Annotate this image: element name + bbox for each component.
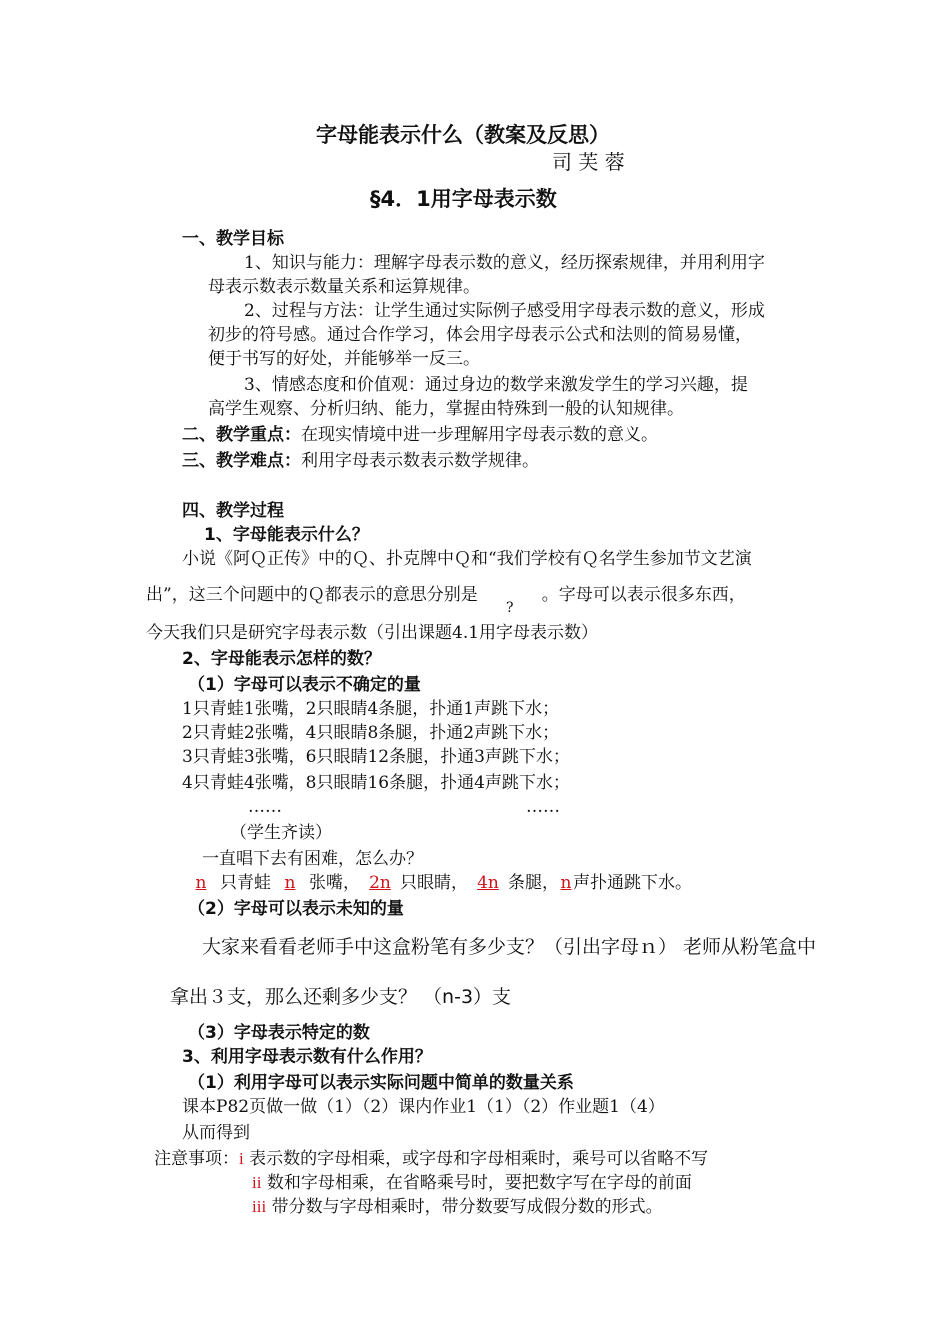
frog-rhyme-3: 3只青蛙3张嘴，6只眼睛12条腿，扑通3声跳下水； (182, 747, 570, 767)
gen-text-splashes: 声扑通跳下水。 (573, 873, 692, 893)
goal-2-line-1: 2、过程与方法：让学生通过实际例子感受用字母表示数的意义，形成 (244, 301, 765, 321)
var-eyes: 2n (369, 873, 391, 893)
author-name: 司 芙 蓉 (552, 150, 625, 174)
note-1-number: i (239, 1149, 244, 1168)
question-1: 1、字母能表示什么？ (204, 525, 369, 545)
gen-text-mouths: 张嘴， (309, 873, 360, 893)
note-3 (252, 1196, 663, 1218)
note-2-text: 数和字母相乘，在省略乘号时，要把数字写在字母的前面 (266, 1173, 692, 1193)
ellipsis-left: …… (248, 797, 282, 817)
question-2-2: （2）字母可以表示未知的量 (188, 899, 404, 919)
note-1-text: 表示数的字母相乘，或字母和字母相乘时，乘号可以省略不写 (249, 1149, 709, 1169)
note-3-number: iii (252, 1197, 267, 1216)
note-2-number: ii (252, 1173, 262, 1192)
question-2-3: （3）字母表示特定的数 (188, 1023, 370, 1043)
question-2-1: （1）字母可以表示不确定的量 (188, 675, 421, 695)
frog-rhyme-1: 1只青蛙1张嘴，2只眼睛4条腿，扑通1声跳下水； (182, 699, 560, 719)
section-title: §4．1用字母表示数 (370, 187, 557, 211)
frog-rhyme-4: 4只青蛙4张嘴，8只眼睛16条腿，扑通4声跳下水； (182, 773, 570, 793)
notes-label: 注意事项： (154, 1149, 239, 1169)
note-2 (252, 1172, 692, 1194)
goal-2-line-2: 初步的符号感。通过合作学习，体会用字母表示公式和法则的简易易懂， (208, 325, 752, 345)
frog-rhyme-2: 2只青蛙2张嘴，4只眼睛8条腿，扑通2声跳下水； (182, 723, 560, 743)
general-rhyme (182, 872, 692, 894)
key-point (182, 424, 658, 446)
goal-2-line-3: 便于书写的好处，并能够举一反三。 (208, 349, 480, 369)
chalk-paragraph-line-1: 大家来看看老师手中这盒粉笔有多少支？（引出字母ｎ） 老师从粉笔盒中 (202, 936, 817, 958)
q1-line-2-end: 。字母可以表示很多东西， (541, 585, 746, 605)
gen-text-legs: 条腿， (508, 873, 559, 893)
chalk-paragraph-line-2: 拿出３支，那么还剩多少支？ （n-3）支 (170, 986, 512, 1008)
goal-3-line-1: 3、情感态度和价值观：通过身边的数学来激发学生的学习兴趣，提 (244, 375, 748, 395)
question-2: 2、字母能表示怎样的数？ (182, 649, 381, 669)
question-3-1: （1）利用字母可以表示实际问题中简单的数量关系 (188, 1073, 574, 1093)
document-title: 字母能表示什么（教案及反思） (316, 123, 610, 147)
difficult-point-text: 利用字母表示数表示数学规律。 (301, 451, 539, 471)
note-3-text: 带分数与字母相乘时，带分数要写成假分数的形式。 (271, 1197, 663, 1217)
sing-on-question: 一直唱下去有困难，怎么办？ (202, 849, 423, 869)
key-point-label: 二、教学重点： (182, 425, 301, 445)
gen-text-eyes: 只眼睛， (400, 873, 468, 893)
heading-teaching-process: 四、教学过程 (182, 501, 284, 521)
q1-paragraph-line-1: 小说《阿Ｑ正传》中的Ｑ、扑克牌中Ｑ和“我们学校有Ｑ名学生参加节文艺演 (182, 549, 752, 569)
textbook-exercises: 课本P82页做一做（1）（2）课内作业1（1）（2）作业题1（4） (182, 1097, 665, 1117)
q1-paragraph-line-3: 今天我们只是研究字母表示数（引出课题4.1用字母表示数） (146, 623, 599, 643)
note-1 (154, 1148, 708, 1170)
read-together-note: （学生齐读） (230, 823, 332, 843)
goal-1-line-2: 母表示数表示数量关系和运算规律。 (208, 277, 480, 297)
key-point-text: 在现实情境中进一步理解用字母表示数的意义。 (301, 425, 658, 445)
question-3: 3、利用字母表示数有什么作用？ (182, 1047, 432, 1067)
difficult-point-label: 三、教学难点： (182, 451, 301, 471)
heading-teaching-goals: 一、教学目标 (182, 229, 284, 249)
var-legs: 4n (477, 873, 499, 893)
q1-line-2-start: 出”，这三个问题中的Ｑ都表示的意思分别是 (146, 585, 478, 605)
goal-1-line-1: 1、知识与能力：理解字母表示数的意义，经历探索规律，并用利用字 (244, 253, 765, 273)
conclusion-line: 从而得到 (182, 1123, 250, 1143)
answer-blank: ? (505, 600, 514, 616)
goal-3-line-2: 高学生观察、分析归纳、能力，掌握由特殊到一般的认知规律。 (208, 399, 684, 419)
var-splashes: n (560, 873, 572, 893)
difficult-point (182, 450, 539, 472)
var-frogs: n (195, 873, 207, 893)
ellipsis-right: …… (526, 797, 560, 817)
gen-text-frogs: 只青蛙 (220, 873, 271, 893)
var-mouths: n (284, 873, 296, 893)
q1-paragraph-line-2 (146, 584, 746, 616)
